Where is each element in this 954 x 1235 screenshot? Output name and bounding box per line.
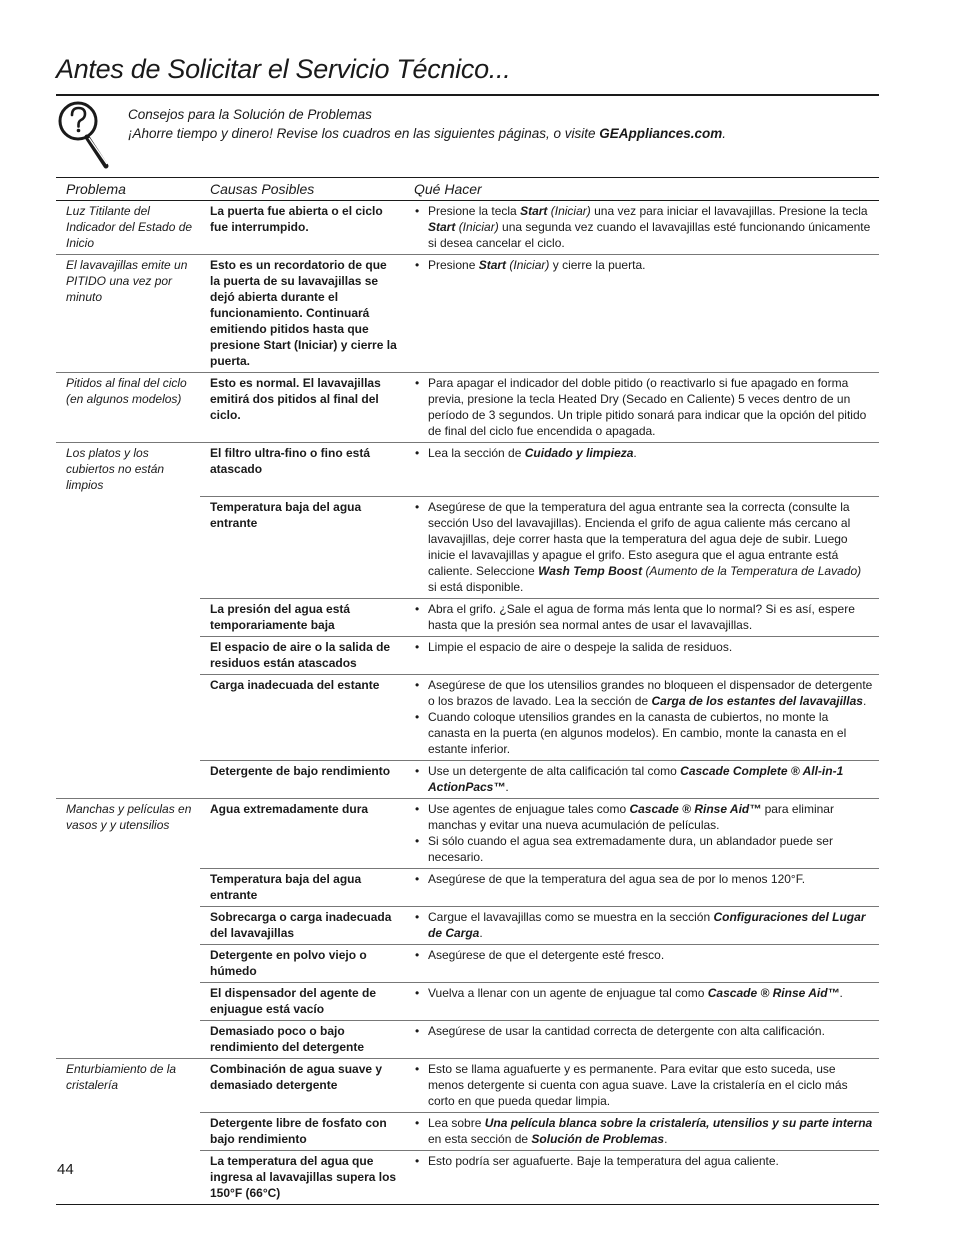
cause-cell: Carga inadecuada del estante: [200, 674, 404, 760]
fix-list: [414, 639, 873, 655]
table-row: [56, 598, 879, 636]
fix-list: [414, 871, 873, 887]
table-row: [56, 496, 879, 598]
fix-cell: [404, 982, 879, 1020]
fix-cell: [404, 868, 879, 906]
fix-item: • Vuelva a llenar con un agente de enjuague tal como Cascade ® Rinse Aid™.: [414, 985, 873, 1001]
fix-item: • Lea sobre Una película blanca sobre la cristalería, utensilios y su parte interna en esta sección de Solución de Problemas.: [414, 1115, 873, 1147]
table-body: [56, 201, 879, 1205]
table-row: [56, 255, 879, 373]
fix-item: • Presione Start (Iniciar) y cierre la puerta.: [414, 257, 873, 273]
intro-heading: Consejos para la Solución de Problemas: [128, 107, 372, 122]
problem-cell: [56, 1112, 200, 1150]
problem-cell: El lavavajillas emite un PITIDO una vez por minuto: [56, 255, 200, 373]
fix-item: • Cuando coloque utensilios grandes en la canasta de cubiertos, no monte la canasta en la puerta (en algunos modelos). En cambio, monte la canasta en el estante inferior.: [414, 709, 873, 757]
fix-cell: [404, 1112, 879, 1150]
fix-item: • Lea la sección de Cuidado y limpieza.: [414, 445, 873, 461]
table-row: [56, 1112, 879, 1150]
problem-cell: Luz Titilante del Indicador del Estado de Inicio: [56, 201, 200, 255]
problem-cell: [56, 636, 200, 674]
problem-cell: [56, 1150, 200, 1204]
fix-cell: [404, 1150, 879, 1204]
cause-cell: Agua extremadamente dura: [200, 798, 404, 868]
problem-cell: [56, 496, 200, 598]
cause-cell: El dispensador del agente de enjuague está vacío: [200, 982, 404, 1020]
header-problem: Problema: [56, 178, 200, 201]
table-row: [56, 798, 879, 868]
table-row: [56, 760, 879, 798]
cause-cell: Esto es normal. El lavavajillas emitirá dos pitidos al final del ciclo.: [200, 373, 404, 443]
intro-text: [128, 124, 726, 143]
fix-item: • Esto se llama aguafuerte y es permanente. Para evitar que esto suceda, use menos detergente si cuenta con agua suave. Lave la cristalería en el ciclo más corto en que pueda quedar limpia.: [414, 1061, 873, 1109]
fix-item: • Use agentes de enjuague tales como Cascade ® Rinse Aid™ para eliminar manchas y evitar una nueva acumulación de películas.: [414, 801, 873, 833]
cause-cell: La presión del agua está temporariamente baja: [200, 598, 404, 636]
fix-cell: [404, 760, 879, 798]
table-header-row: [56, 178, 879, 201]
problem-cell: [56, 760, 200, 798]
problem-cell: [56, 868, 200, 906]
fix-cell: [404, 373, 879, 443]
page-number: 44: [57, 1161, 74, 1178]
fix-cell: [404, 798, 879, 868]
cause-cell: Temperatura baja del agua entrante: [200, 868, 404, 906]
fix-cell: [404, 1058, 879, 1112]
fix-item: • Use un detergente de alta calificación tal como Cascade Complete ® All-in-1 ActionPacs™.: [414, 763, 873, 795]
header-causes: Causas Posibles: [200, 178, 404, 201]
table-row: [56, 636, 879, 674]
fix-list: [414, 1023, 873, 1039]
fix-list: [414, 947, 873, 963]
header-todo: Qué Hacer: [404, 178, 879, 201]
cause-cell: El espacio de aire o la salida de residuos están atascados: [200, 636, 404, 674]
fix-cell: [404, 674, 879, 760]
fix-list: [414, 677, 873, 757]
problem-cell: [56, 906, 200, 944]
cause-cell: La puerta fue abierta o el ciclo fue interrumpido.: [200, 201, 404, 255]
table-row: [56, 906, 879, 944]
fix-item: • Asegúrese de que el detergente esté fresco.: [414, 947, 873, 963]
problem-cell: Pitidos al final del ciclo (en algunos modelos): [56, 373, 200, 443]
problem-cell: Los platos y los cubiertos no están limpios: [56, 443, 200, 497]
table-row: [56, 868, 879, 906]
title-divider: [56, 94, 879, 96]
fix-cell: [404, 443, 879, 497]
fix-item: • Para apagar el indicador del doble pitido (o reactivarlo si fue apagado en forma previa, presione la tecla Heated Dry (Secado en Caliente) 5 veces dentro de un período de 3 segundos. Un triple pitido sonará para indicar que la opción del pitido de final del ciclo fue encendida o apagada.: [414, 375, 873, 439]
intro-period: .: [722, 126, 727, 141]
problem-cell: [56, 982, 200, 1020]
fix-list: [414, 203, 873, 251]
fix-cell: [404, 598, 879, 636]
problem-cell: [56, 598, 200, 636]
cause-cell: Sobrecarga o carga inadecuada del lavavajillas: [200, 906, 404, 944]
cause-cell: Combinación de agua suave y demasiado detergente: [200, 1058, 404, 1112]
fix-cell: [404, 201, 879, 255]
fix-item: • Abra el grifo. ¿Sale el agua de forma más lenta que lo normal? Si es así, espere hasta que la presión sea normal antes de usar el lavavajillas.: [414, 601, 873, 633]
problem-cell: [56, 944, 200, 982]
fix-item: • Asegúrese de que la temperatura del agua entrante sea la correcta (consulte la sección Uso del lavavajillas). Encienda el grifo de agua caliente más cercano al lavavajillas, deje correr hasta que la temperatura del agua deje de subir. Luego inicie el lavavajillas y apague el grifo. Esto asegura que el agua entrante está caliente. Seleccione Wash Temp Boost (Aumento de la Temperatura de Lavado) si está disponible.: [414, 499, 873, 595]
question-magnifier-icon: [56, 98, 120, 178]
fix-item: • Limpie el espacio de aire o despeje la salida de residuos.: [414, 639, 873, 655]
fix-list: [414, 499, 873, 595]
fix-list: [414, 985, 873, 1001]
intro-body: ¡Ahorre tiempo y dinero! Revise los cuadros en las siguientes páginas, o visite: [128, 126, 600, 141]
cause-cell: Demasiado poco o bajo rendimiento del detergente: [200, 1020, 404, 1058]
fix-cell: [404, 255, 879, 373]
problem-cell: [56, 674, 200, 760]
fix-list: [414, 1153, 873, 1169]
cause-cell: Detergente de bajo rendimiento: [200, 760, 404, 798]
website-link[interactable]: GEAppliances.com: [599, 126, 723, 141]
table-row: [56, 1150, 879, 1204]
cause-cell: Temperatura baja del agua entrante: [200, 496, 404, 598]
table-row: [56, 674, 879, 760]
fix-list: [414, 1061, 873, 1109]
cause-cell: La temperatura del agua que ingresa al lavavajillas supera los 150°F (66°C): [200, 1150, 404, 1204]
fix-cell: [404, 636, 879, 674]
fix-list: [414, 445, 873, 461]
table-row: [56, 982, 879, 1020]
fix-list: [414, 801, 873, 865]
fix-list: [414, 909, 873, 941]
fix-cell: [404, 1020, 879, 1058]
fix-item: • Asegúrese de que los utensilios grandes no bloqueen el dispensador de detergente o los brazos de lavado. Lea la sección de Carga de los estantes del lavavajillas.: [414, 677, 873, 709]
fix-list: [414, 375, 873, 439]
fix-cell: [404, 944, 879, 982]
table-row: [56, 373, 879, 443]
fix-list: [414, 1115, 873, 1147]
table-row: [56, 944, 879, 982]
problem-cell: Manchas y películas en vasos y y utensilios: [56, 798, 200, 868]
fix-list: [414, 257, 873, 273]
cause-cell: Esto es un recordatorio de que la puerta de su lavavajillas se dejó abierta durante el funcionamiento. Continuará emitiendo pitidos hasta que presione Start (Iniciar) y cierre la puerta.: [200, 255, 404, 373]
fix-list: [414, 763, 873, 795]
fix-item: • Presione la tecla Start (Iniciar) una vez para iniciar el lavavajillas. Presione la tecla Start (Iniciar) una segunda vez cuando el lavavajillas esté funcionando únicamente si desea cancelar el ciclo.: [414, 203, 873, 251]
fix-item: • Asegúrese de que la temperatura del agua sea de por lo menos 120°F.: [414, 871, 873, 887]
troubleshooting-table: [56, 177, 879, 1205]
fix-item: • Si sólo cuando el agua sea extremadamente dura, un ablandador puede ser necesario.: [414, 833, 873, 865]
intro-block: [128, 105, 726, 143]
cause-cell: El filtro ultra-fino o fino está atascado: [200, 443, 404, 497]
table-row: [56, 201, 879, 255]
cause-cell: Detergente libre de fosfato con bajo rendimiento: [200, 1112, 404, 1150]
fix-cell: [404, 906, 879, 944]
page-title: Antes de Solicitar el Servicio Técnico...: [56, 54, 511, 84]
problem-cell: [56, 1020, 200, 1058]
fix-item: • Asegúrese de usar la cantidad correcta de detergente con alta calificación.: [414, 1023, 873, 1039]
fix-cell: [404, 496, 879, 598]
table-row: [56, 1058, 879, 1112]
cause-cell: Detergente en polvo viejo o húmedo: [200, 944, 404, 982]
fix-list: [414, 601, 873, 633]
fix-item: • Esto podría ser aguafuerte. Baje la temperatura del agua caliente.: [414, 1153, 873, 1169]
problem-cell: Enturbiamiento de la cristalería: [56, 1058, 200, 1112]
fix-item: • Cargue el lavavajillas como se muestra en la sección Configuraciones del Lugar de Carga.: [414, 909, 873, 941]
table-row: [56, 1020, 879, 1058]
table-row: [56, 443, 879, 497]
